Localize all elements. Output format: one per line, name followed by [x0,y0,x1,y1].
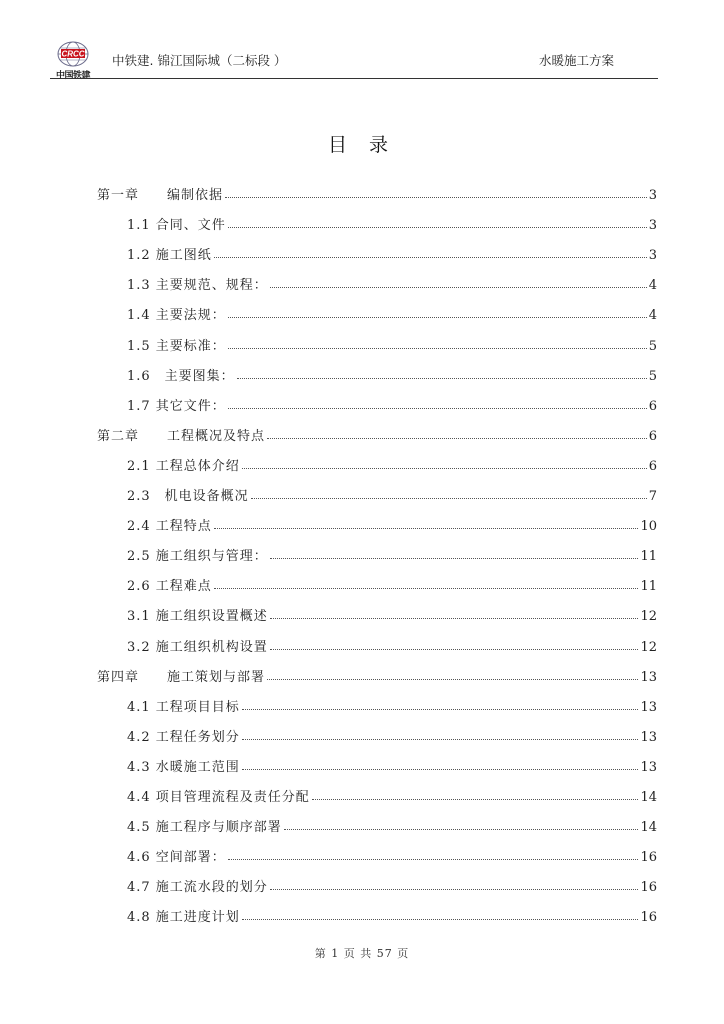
toc-entry[interactable] [127,542,657,564]
toc-entry-label: 3.2 施工组织机构设置 [127,639,268,655]
toc-entry-label: 2.3 机电设备概况 [127,489,249,504]
toc-entry-label: 1.3 主要规范、规程： [127,278,268,294]
toc-entry[interactable] [97,422,657,444]
logo-caption: 中国铁建 [55,71,90,81]
toc-entry-label: 2.5 施工组织与管理： [127,549,268,565]
toc-entry[interactable] [127,873,657,895]
toc-entry-label: 2.4 工程特点 [127,519,212,535]
toc-entry-label: 第四章 施工策划与部署 [97,669,266,685]
toc-dot-leader [267,437,647,439]
toc-dot-leader [267,678,638,680]
crcc-logo [50,40,96,80]
header-project-name: 中铁建. 锦江国际城（二标段 ） [112,53,287,68]
toc-entry-label: 1.1 合同、文件 [127,218,226,234]
toc-entry[interactable] [127,783,657,805]
toc-entry[interactable] [127,211,657,233]
toc-entry-label: 4.5 施工程序与顺序部署 [127,820,282,836]
toc-dot-leader [284,828,639,830]
toc-entry-label: 第二章 工程概况及特点 [97,428,266,444]
toc-entry-label: 4.7 施工流水段的划分 [127,880,268,896]
toc-entry-label: 1.2 施工图纸 [127,248,212,264]
toc-entry[interactable] [127,813,657,835]
toc-entry-label: 2.1 工程总体介绍 [127,458,240,474]
toc-entry[interactable] [127,512,657,534]
toc-entry-page: 16 [640,850,657,866]
toc-entry-page: 11 [640,579,657,595]
toc-entry-label: 1.7 其它文件： [127,398,226,414]
toc-entry-page: 10 [640,519,657,535]
toc-entry-page: 13 [640,699,657,715]
toc-dot-leader [270,286,647,288]
toc-dot-leader [214,527,639,529]
toc-entry-page: 16 [640,910,657,926]
toc-entry-page: 3 [648,218,657,234]
toc-dot-leader [270,617,639,619]
toc-dot-leader [228,858,639,860]
toc-dot-leader [251,497,647,499]
toc-entry-page: 5 [648,368,657,384]
toc-dot-leader [242,708,639,710]
toc-entry[interactable] [127,753,657,775]
toc-entry[interactable] [127,903,657,925]
toc-entry-label: 4.6 空间部署： [127,850,226,866]
toc-entry-page: 12 [640,609,657,625]
toc-entry[interactable] [127,843,657,865]
toc-entry[interactable] [127,241,657,263]
toc-entry-label: 1.5 主要标准： [127,338,226,354]
toc-entry[interactable] [97,181,657,203]
toc-entry-label: 4.4 项目管理流程及责任分配 [127,790,310,805]
page-footer: 第 1 页 共 57 页 [314,947,410,960]
toc-entry-page: 14 [640,790,657,805]
toc-entry-page: 3 [648,248,657,264]
toc-title: 目 录 [327,134,397,156]
toc-entry-page: 11 [640,549,657,565]
toc-dot-leader [270,648,639,650]
toc-entry[interactable] [97,663,657,685]
toc-entry-label: 3.1 施工组织设置概述 [127,609,268,625]
header-divider [50,78,658,79]
toc-dot-leader [225,196,647,198]
toc-entry-label: 1.4 主要法规： [127,308,226,324]
svg-text:CRCC: CRCC [61,49,85,59]
toc-dot-leader [228,316,647,318]
toc-entry-page: 3 [648,188,657,203]
toc-entry-label: 1.6 主要图集： [127,368,235,384]
page-header [50,40,658,80]
toc-entry-page: 13 [640,729,657,745]
toc-entry-page: 14 [640,820,657,836]
toc-dot-leader [242,738,639,740]
toc-entry-page: 6 [648,458,657,474]
toc-entry[interactable] [127,452,657,474]
toc-entry-label: 4.1 工程项目目标 [127,699,240,715]
toc-entry[interactable] [127,602,657,624]
toc-dot-leader [228,407,647,409]
toc-entry-label: 2.6 工程难点 [127,579,212,595]
toc-entry-page: 6 [648,398,657,414]
toc-dot-leader [242,918,639,920]
toc-dot-leader [214,587,639,589]
toc-entry[interactable] [127,723,657,745]
toc-dot-leader [237,377,647,379]
toc-entry-page: 13 [640,759,657,775]
toc-dot-leader [242,467,647,469]
toc-entry[interactable] [127,301,657,323]
toc-entry-page: 7 [648,489,657,504]
toc-dot-leader [312,798,639,800]
toc-entry[interactable] [127,362,657,384]
toc-entry-page: 4 [648,278,657,294]
toc-entry[interactable] [127,332,657,354]
toc-dot-leader [228,226,647,228]
toc-entry-label: 4.2 工程任务划分 [127,729,240,745]
toc-entry[interactable] [127,482,657,504]
toc-entry[interactable] [127,572,657,594]
toc-entry-label: 4.3 水暖施工范围 [127,759,240,775]
toc-entry-label: 第一章 编制依据 [97,188,224,203]
toc-dot-leader [242,768,639,770]
toc-entry[interactable] [127,633,657,655]
toc-entry-page: 4 [648,308,657,324]
header-document-title: 水暖施工方案 [538,53,614,68]
toc-entry[interactable] [127,693,657,715]
toc-entry-page: 13 [640,669,657,685]
toc-entry-label: 4.8 施工进度计划 [127,910,240,926]
toc-entry-page: 6 [648,428,657,444]
toc-entry-page: 16 [640,880,657,896]
toc-entry-page: 5 [648,338,657,354]
toc-entry[interactable] [127,392,657,414]
toc-dot-leader [228,347,647,349]
toc-dot-leader [270,888,639,890]
toc-entry[interactable] [127,271,657,293]
toc-dot-leader [214,256,647,258]
crcc-globe-icon [50,40,96,70]
toc-entry-page: 12 [640,639,657,655]
toc-dot-leader [270,557,639,559]
